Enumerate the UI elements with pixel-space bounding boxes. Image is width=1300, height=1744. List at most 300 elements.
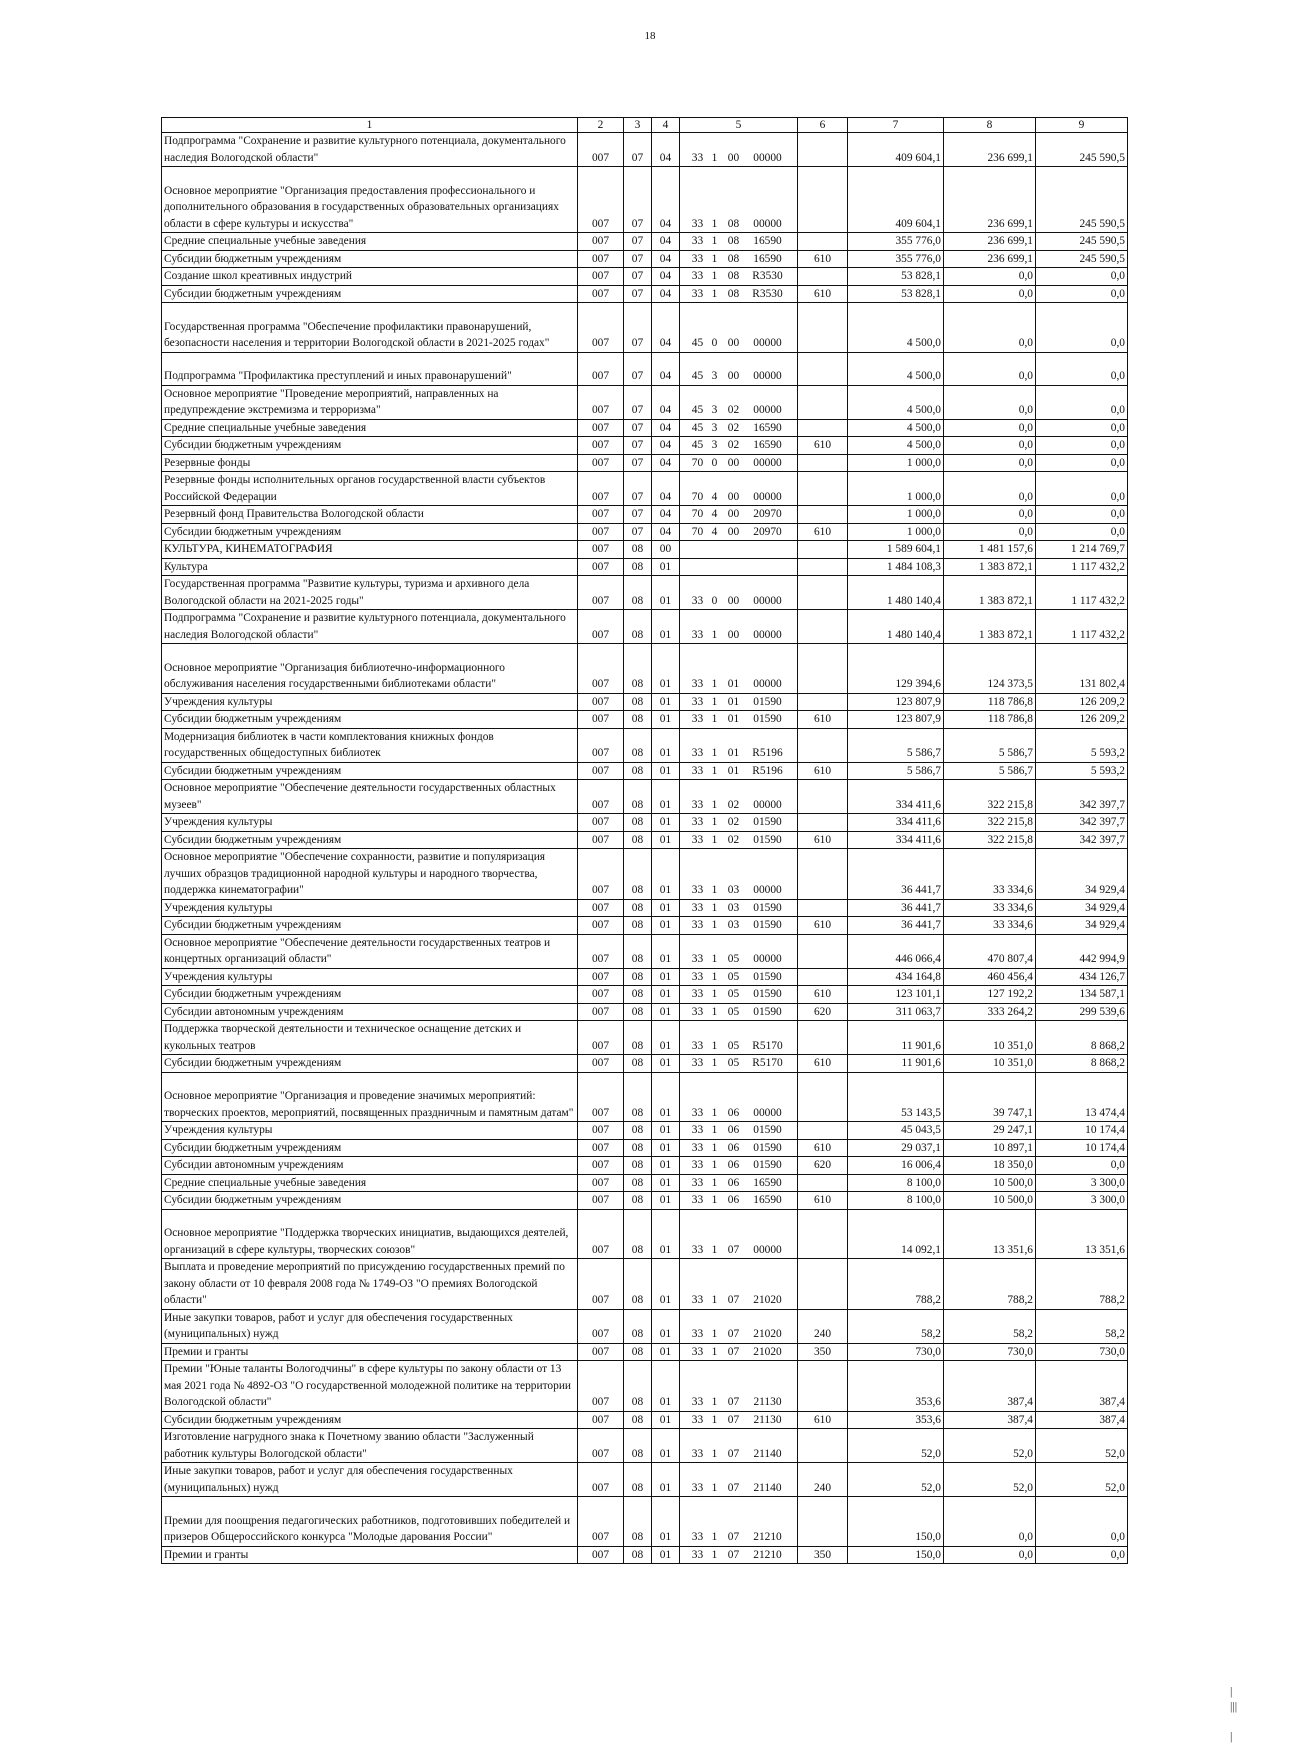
code-admin: 007 bbox=[578, 1174, 624, 1192]
row-name: Учреждения культуры bbox=[162, 814, 578, 832]
target-article-part: 33 bbox=[691, 1548, 704, 1561]
code-admin: 007 bbox=[578, 899, 624, 917]
code-subsection: 01 bbox=[652, 693, 680, 711]
target-article-part: 1 bbox=[711, 270, 718, 282]
code-expense-type bbox=[798, 352, 848, 385]
scan-marks: | ||| | bbox=[1230, 1684, 1238, 1743]
code-admin: 007 bbox=[578, 644, 624, 694]
code-subsection: 01 bbox=[652, 917, 680, 935]
target-article-part: 33 bbox=[691, 1328, 704, 1340]
target-article-part: 01 bbox=[727, 764, 740, 777]
code-section: 08 bbox=[624, 1003, 652, 1021]
code-subsection: 01 bbox=[652, 1021, 680, 1055]
table-row bbox=[162, 303, 1128, 353]
code-admin: 007 bbox=[578, 250, 624, 268]
table-row bbox=[162, 285, 1128, 303]
code-target-article bbox=[680, 1546, 798, 1564]
target-article-part: 70 bbox=[691, 490, 704, 503]
target-article-part: 33 bbox=[691, 798, 704, 811]
code-section: 08 bbox=[624, 1174, 652, 1192]
code-admin: 007 bbox=[578, 814, 624, 832]
table-row bbox=[162, 558, 1128, 576]
target-article-part: 01590 bbox=[753, 1005, 782, 1018]
target-article-part: 1 bbox=[711, 1141, 718, 1154]
amount-col7: 1 480 140,4 bbox=[848, 610, 944, 644]
row-name: Учреждения культуры bbox=[162, 693, 578, 711]
column-header: 3 bbox=[624, 118, 652, 133]
code-section: 08 bbox=[624, 1122, 652, 1140]
code-section: 08 bbox=[624, 1546, 652, 1564]
amount-col8: 0,0 bbox=[944, 523, 1036, 541]
code-subsection: 01 bbox=[652, 1259, 680, 1310]
code-target-article bbox=[680, 1072, 798, 1122]
amount-col8: 0,0 bbox=[944, 1497, 1036, 1547]
code-admin: 007 bbox=[578, 472, 624, 506]
row-name: Изготовление нагрудного знака к Почетному званию области "Заслуженный работник культуры Вологодской области" bbox=[162, 1429, 578, 1463]
target-article-part: 07 bbox=[727, 1294, 740, 1306]
amount-col7: 4 500,0 bbox=[848, 385, 944, 419]
amount-col9: 10 174,4 bbox=[1036, 1122, 1128, 1140]
amount-col8: 0,0 bbox=[944, 303, 1036, 353]
target-article-part: 33 bbox=[691, 628, 704, 641]
target-article-part: 1 bbox=[711, 1039, 718, 1052]
amount-col7: 16 006,4 bbox=[848, 1157, 944, 1175]
code-target-article bbox=[680, 1259, 798, 1310]
row-name: Субсидии бюджетным учреждениям bbox=[162, 285, 578, 303]
target-article-part: 06 bbox=[727, 1106, 740, 1119]
target-article-part: 06 bbox=[727, 1124, 740, 1136]
amount-col9: 134 587,1 bbox=[1036, 986, 1128, 1004]
target-article-part: 1 bbox=[711, 747, 718, 759]
amount-col7: 150,0 bbox=[848, 1497, 944, 1547]
amount-col7: 355 776,0 bbox=[848, 250, 944, 268]
amount-col9: 34 929,4 bbox=[1036, 917, 1128, 935]
table-row bbox=[162, 523, 1128, 541]
amount-col8: 118 786,8 bbox=[944, 693, 1036, 711]
code-target-article bbox=[680, 454, 798, 472]
amount-col8: 0,0 bbox=[944, 285, 1036, 303]
table-row bbox=[162, 1497, 1128, 1547]
row-name: Основное мероприятие "Организация и проведение значимых мероприятий: творческих проектов, мероприятий, посвященных праздничным и памятным датам" bbox=[162, 1072, 578, 1122]
code-target-article bbox=[680, 917, 798, 935]
code-target-article bbox=[680, 133, 798, 167]
amount-col9: 299 539,6 bbox=[1036, 1003, 1128, 1021]
target-article-part: 45 bbox=[691, 370, 704, 382]
row-name: Основное мероприятие "Обеспечение деятельности государственных театров и концертных организаций области" bbox=[162, 934, 578, 968]
table-row bbox=[162, 728, 1128, 762]
target-article-part: 33 bbox=[691, 594, 704, 607]
code-expense-type bbox=[798, 1072, 848, 1122]
table-row bbox=[162, 693, 1128, 711]
code-section: 07 bbox=[624, 133, 652, 167]
code-section: 08 bbox=[624, 917, 652, 935]
target-article-part: 1 bbox=[711, 816, 718, 828]
code-section: 08 bbox=[624, 1497, 652, 1547]
code-admin: 007 bbox=[578, 419, 624, 437]
row-name: Премии и гранты bbox=[162, 1546, 578, 1564]
target-article-part: 05 bbox=[727, 970, 740, 983]
target-article-part: 08 bbox=[727, 252, 740, 265]
amount-col8: 236 699,1 bbox=[944, 133, 1036, 167]
target-article-part: R5196 bbox=[752, 747, 783, 759]
code-subsection: 01 bbox=[652, 762, 680, 780]
table-row bbox=[162, 1429, 1128, 1463]
table-row bbox=[162, 610, 1128, 644]
amount-col8: 236 699,1 bbox=[944, 250, 1036, 268]
amount-col7: 1 589 604,1 bbox=[848, 541, 944, 559]
amount-col8: 1 481 157,6 bbox=[944, 541, 1036, 559]
amount-col8: 29 247,1 bbox=[944, 1122, 1036, 1140]
target-article-part: 33 bbox=[691, 1481, 704, 1494]
amount-col7: 1 000,0 bbox=[848, 472, 944, 506]
amount-col7: 409 604,1 bbox=[848, 133, 944, 167]
target-article-part: 33 bbox=[691, 1294, 704, 1306]
amount-col8: 18 350,0 bbox=[944, 1157, 1036, 1175]
amount-col8: 118 786,8 bbox=[944, 711, 1036, 729]
code-admin: 007 bbox=[578, 1546, 624, 1564]
row-name: Учреждения культуры bbox=[162, 1122, 578, 1140]
target-article-part: 1 bbox=[711, 1124, 718, 1136]
target-article-part: 33 bbox=[691, 1057, 704, 1069]
budget-table bbox=[161, 117, 1128, 1564]
row-name: Подпрограмма "Профилактика преступлений и иных правонарушений" bbox=[162, 352, 578, 385]
target-article-part: 00000 bbox=[753, 490, 782, 503]
amount-col8: 10 897,1 bbox=[944, 1139, 1036, 1157]
table-row bbox=[162, 506, 1128, 524]
amount-col9: 1 117 432,2 bbox=[1036, 558, 1128, 576]
amount-col9: 0,0 bbox=[1036, 506, 1128, 524]
code-expense-type bbox=[798, 268, 848, 286]
code-target-article bbox=[680, 385, 798, 419]
target-article-part: 02 bbox=[727, 798, 740, 811]
table-row bbox=[162, 133, 1128, 167]
amount-col8: 10 351,0 bbox=[944, 1055, 1036, 1073]
code-subsection: 01 bbox=[652, 1139, 680, 1157]
target-article-part: 33 bbox=[691, 287, 704, 300]
code-target-article bbox=[680, 1463, 798, 1497]
code-expense-type: 610 bbox=[798, 285, 848, 303]
table-row bbox=[162, 1209, 1128, 1259]
amount-col7: 434 164,8 bbox=[848, 968, 944, 986]
code-expense-type bbox=[798, 814, 848, 832]
amount-col7: 53 828,1 bbox=[848, 285, 944, 303]
target-article-part: 1 bbox=[711, 1294, 718, 1306]
code-section: 08 bbox=[624, 1343, 652, 1361]
column-header: 9 bbox=[1036, 118, 1128, 133]
code-subsection: 01 bbox=[652, 1463, 680, 1497]
target-article-part: 01590 bbox=[753, 988, 782, 1000]
code-admin: 007 bbox=[578, 849, 624, 900]
amount-col7: 123 807,9 bbox=[848, 711, 944, 729]
target-article-part: 1 bbox=[711, 884, 718, 896]
target-article-part: 33 bbox=[691, 747, 704, 759]
code-section: 08 bbox=[624, 1309, 652, 1343]
code-section: 07 bbox=[624, 523, 652, 541]
code-section: 08 bbox=[624, 541, 652, 559]
target-article-part: 33 bbox=[691, 695, 704, 708]
amount-col8: 39 747,1 bbox=[944, 1072, 1036, 1122]
table-row bbox=[162, 352, 1128, 385]
amount-col9: 342 397,7 bbox=[1036, 780, 1128, 814]
code-expense-type bbox=[798, 968, 848, 986]
code-section: 08 bbox=[624, 968, 652, 986]
code-expense-type bbox=[798, 780, 848, 814]
target-article-part: 00 bbox=[727, 337, 740, 349]
amount-col8: 5 586,7 bbox=[944, 728, 1036, 762]
target-article-part: 08 bbox=[727, 287, 740, 300]
code-target-article bbox=[680, 728, 798, 762]
code-expense-type bbox=[798, 1259, 848, 1310]
code-target-article bbox=[680, 1361, 798, 1412]
target-article-part: 16590 bbox=[753, 439, 782, 451]
row-name: Поддержка творческой деятельности и техническое оснащение детских и кукольных театров bbox=[162, 1021, 578, 1055]
target-article-part: 1 bbox=[711, 217, 718, 230]
target-article-part: 06 bbox=[727, 1176, 740, 1189]
amount-col9: 52,0 bbox=[1036, 1463, 1128, 1497]
amount-col7: 1 000,0 bbox=[848, 523, 944, 541]
code-subsection: 04 bbox=[652, 385, 680, 419]
target-article-part: 06 bbox=[727, 1194, 740, 1206]
target-article-part: 07 bbox=[727, 1447, 740, 1460]
amount-col8: 322 215,8 bbox=[944, 814, 1036, 832]
target-article-part: 03 bbox=[727, 884, 740, 896]
row-name: Иные закупки товаров, работ и услуг для обеспечения государственных (муниципальных) нужд bbox=[162, 1309, 578, 1343]
code-admin: 007 bbox=[578, 610, 624, 644]
code-admin: 007 bbox=[578, 133, 624, 167]
code-expense-type bbox=[798, 233, 848, 251]
code-target-article bbox=[680, 352, 798, 385]
table-row bbox=[162, 1157, 1128, 1175]
target-article-part: 05 bbox=[727, 1039, 740, 1052]
code-admin: 007 bbox=[578, 233, 624, 251]
amount-col7: 53 143,5 bbox=[848, 1072, 944, 1122]
amount-col8: 33 334,6 bbox=[944, 917, 1036, 935]
target-article-part: 1 bbox=[711, 1531, 718, 1543]
target-article-part: 01590 bbox=[753, 901, 782, 914]
code-target-article bbox=[680, 576, 798, 610]
amount-col7: 446 066,4 bbox=[848, 934, 944, 968]
target-article-part: R3530 bbox=[752, 287, 783, 300]
code-expense-type bbox=[798, 385, 848, 419]
target-article-part: 1 bbox=[711, 1194, 718, 1206]
code-expense-type: 610 bbox=[798, 711, 848, 729]
target-article-part: 01 bbox=[727, 713, 740, 725]
target-article-part: 20970 bbox=[753, 508, 782, 520]
target-article-part: 21020 bbox=[753, 1294, 782, 1306]
row-name: Учреждения культуры bbox=[162, 968, 578, 986]
code-target-article bbox=[680, 711, 798, 729]
code-admin: 007 bbox=[578, 268, 624, 286]
code-subsection: 04 bbox=[652, 352, 680, 385]
table-row bbox=[162, 233, 1128, 251]
amount-col9: 3 300,0 bbox=[1036, 1174, 1128, 1192]
target-article-part: 21130 bbox=[753, 1396, 782, 1408]
target-article-part: 33 bbox=[691, 970, 704, 983]
amount-col9: 58,2 bbox=[1036, 1309, 1128, 1343]
code-target-article bbox=[680, 610, 798, 644]
code-admin: 007 bbox=[578, 506, 624, 524]
code-subsection: 01 bbox=[652, 934, 680, 968]
table-row bbox=[162, 1309, 1128, 1343]
code-section: 08 bbox=[624, 1209, 652, 1259]
code-admin: 007 bbox=[578, 968, 624, 986]
amount-col7: 409 604,1 bbox=[848, 167, 944, 233]
target-article-part: 1 bbox=[711, 764, 718, 777]
target-article-part: 1 bbox=[711, 628, 718, 641]
amount-col7: 150,0 bbox=[848, 1546, 944, 1564]
amount-col7: 36 441,7 bbox=[848, 917, 944, 935]
code-target-article bbox=[680, 814, 798, 832]
code-subsection: 04 bbox=[652, 523, 680, 541]
target-article-part: 33 bbox=[691, 884, 704, 896]
code-subsection: 01 bbox=[652, 1497, 680, 1547]
code-subsection: 01 bbox=[652, 968, 680, 986]
table-row bbox=[162, 1361, 1128, 1412]
code-expense-type: 610 bbox=[798, 437, 848, 455]
target-article-part: 00000 bbox=[753, 1243, 782, 1256]
code-expense-type bbox=[798, 1429, 848, 1463]
code-subsection: 01 bbox=[652, 1209, 680, 1259]
table-row bbox=[162, 762, 1128, 780]
amount-col7: 4 500,0 bbox=[848, 303, 944, 353]
target-article-part: 3 bbox=[711, 439, 718, 451]
target-article-part: 1 bbox=[711, 953, 718, 965]
target-article-part: 01590 bbox=[753, 816, 782, 828]
code-expense-type bbox=[798, 454, 848, 472]
code-target-article bbox=[680, 1021, 798, 1055]
code-section: 08 bbox=[624, 1157, 652, 1175]
row-name: Основное мероприятие "Обеспечение сохранности, развитие и популяризация лучших образцов традиционной народной культуры и народного творчества, поддержка кинематографии" bbox=[162, 849, 578, 900]
target-article-part: 1 bbox=[711, 235, 718, 247]
table-row bbox=[162, 576, 1128, 610]
code-section: 08 bbox=[624, 831, 652, 849]
code-section: 07 bbox=[624, 233, 652, 251]
amount-col8: 788,2 bbox=[944, 1259, 1036, 1310]
target-article-part: 1 bbox=[711, 833, 718, 846]
target-article-part: 00 bbox=[727, 525, 740, 538]
target-article-part: 03 bbox=[727, 901, 740, 914]
target-article-part: 00000 bbox=[753, 151, 782, 164]
amount-col7: 36 441,7 bbox=[848, 899, 944, 917]
amount-col9: 0,0 bbox=[1036, 437, 1128, 455]
target-article-part: 07 bbox=[727, 1481, 740, 1494]
table-row bbox=[162, 1259, 1128, 1310]
target-article-part: 1 bbox=[711, 695, 718, 708]
amount-col9: 245 590,5 bbox=[1036, 250, 1128, 268]
code-admin: 007 bbox=[578, 1139, 624, 1157]
target-article-part: 4 bbox=[711, 525, 718, 538]
row-name: Субсидии бюджетным учреждениям bbox=[162, 831, 578, 849]
target-article-part: 01 bbox=[727, 747, 740, 759]
target-article-part: 33 bbox=[691, 1039, 704, 1052]
code-section: 08 bbox=[624, 693, 652, 711]
target-article-part: 00 bbox=[727, 490, 740, 503]
code-expense-type: 620 bbox=[798, 1157, 848, 1175]
table-row bbox=[162, 917, 1128, 935]
code-section: 08 bbox=[624, 1139, 652, 1157]
target-article-part: 33 bbox=[691, 1531, 704, 1543]
row-name: Создание школ креативных индустрий bbox=[162, 268, 578, 286]
target-article-part: 05 bbox=[727, 953, 740, 965]
amount-col9: 245 590,5 bbox=[1036, 133, 1128, 167]
amount-col9: 387,4 bbox=[1036, 1361, 1128, 1412]
amount-col7: 11 901,6 bbox=[848, 1055, 944, 1073]
amount-col9: 5 593,2 bbox=[1036, 762, 1128, 780]
target-article-part: 1 bbox=[711, 151, 718, 164]
amount-col8: 127 192,2 bbox=[944, 986, 1036, 1004]
code-section: 08 bbox=[624, 644, 652, 694]
amount-col9: 13 351,6 bbox=[1036, 1209, 1128, 1259]
target-article-part: 07 bbox=[727, 1328, 740, 1340]
code-target-article bbox=[680, 968, 798, 986]
target-article-part: 33 bbox=[691, 833, 704, 846]
code-target-article bbox=[680, 1343, 798, 1361]
target-article-part: 1 bbox=[711, 1328, 718, 1340]
amount-col8: 0,0 bbox=[944, 472, 1036, 506]
code-admin: 007 bbox=[578, 285, 624, 303]
table-row bbox=[162, 167, 1128, 233]
target-article-part: 00000 bbox=[753, 884, 782, 896]
code-admin: 007 bbox=[578, 1463, 624, 1497]
target-article-part: 1 bbox=[711, 1548, 718, 1561]
row-name: Модернизация библиотек в части комплектования книжных фондов государственных общедоступных библиотек bbox=[162, 728, 578, 762]
code-subsection: 01 bbox=[652, 1174, 680, 1192]
code-section: 07 bbox=[624, 352, 652, 385]
code-subsection: 01 bbox=[652, 1192, 680, 1210]
code-section: 08 bbox=[624, 711, 652, 729]
code-target-article bbox=[680, 831, 798, 849]
code-admin: 007 bbox=[578, 541, 624, 559]
code-admin: 007 bbox=[578, 693, 624, 711]
code-subsection: 01 bbox=[652, 831, 680, 849]
code-expense-type bbox=[798, 133, 848, 167]
code-subsection: 01 bbox=[652, 849, 680, 900]
target-article-part: 21140 bbox=[753, 1481, 782, 1494]
code-section: 08 bbox=[624, 986, 652, 1004]
amount-col7: 4 500,0 bbox=[848, 437, 944, 455]
amount-col9: 34 929,4 bbox=[1036, 849, 1128, 900]
row-name: Субсидии бюджетным учреждениям bbox=[162, 1192, 578, 1210]
code-section: 08 bbox=[624, 1411, 652, 1429]
target-article-part: 33 bbox=[691, 252, 704, 265]
code-expense-type bbox=[798, 1021, 848, 1055]
amount-col7: 4 500,0 bbox=[848, 419, 944, 437]
target-article-part: 00 bbox=[727, 370, 740, 382]
code-admin: 007 bbox=[578, 352, 624, 385]
row-name: Выплата и проведение мероприятий по присуждению государственных премий по закону области от 10 февраля 2008 года № 1749-ОЗ "О премиях Вологодской области" bbox=[162, 1259, 578, 1310]
code-subsection: 01 bbox=[652, 1343, 680, 1361]
target-article-part: 70 bbox=[691, 508, 704, 520]
table-row bbox=[162, 1411, 1128, 1429]
code-expense-type bbox=[798, 1497, 848, 1547]
code-subsection: 01 bbox=[652, 1429, 680, 1463]
column-header: 7 bbox=[848, 118, 944, 133]
table-row bbox=[162, 437, 1128, 455]
amount-col7: 29 037,1 bbox=[848, 1139, 944, 1157]
row-name: Основное мероприятие "Проведение мероприятий, направленных на предупреждение экстремизма и терроризма" bbox=[162, 385, 578, 419]
row-name: Премии и гранты bbox=[162, 1343, 578, 1361]
code-admin: 007 bbox=[578, 711, 624, 729]
code-section: 08 bbox=[624, 1429, 652, 1463]
target-article-part: 33 bbox=[691, 988, 704, 1000]
target-article-part: 45 bbox=[691, 404, 704, 416]
amount-col8: 1 383 872,1 bbox=[944, 576, 1036, 610]
amount-col9: 245 590,5 bbox=[1036, 233, 1128, 251]
target-article-part: 1 bbox=[711, 1345, 718, 1358]
code-target-article bbox=[680, 233, 798, 251]
code-section: 08 bbox=[624, 762, 652, 780]
code-expense-type: 350 bbox=[798, 1546, 848, 1564]
